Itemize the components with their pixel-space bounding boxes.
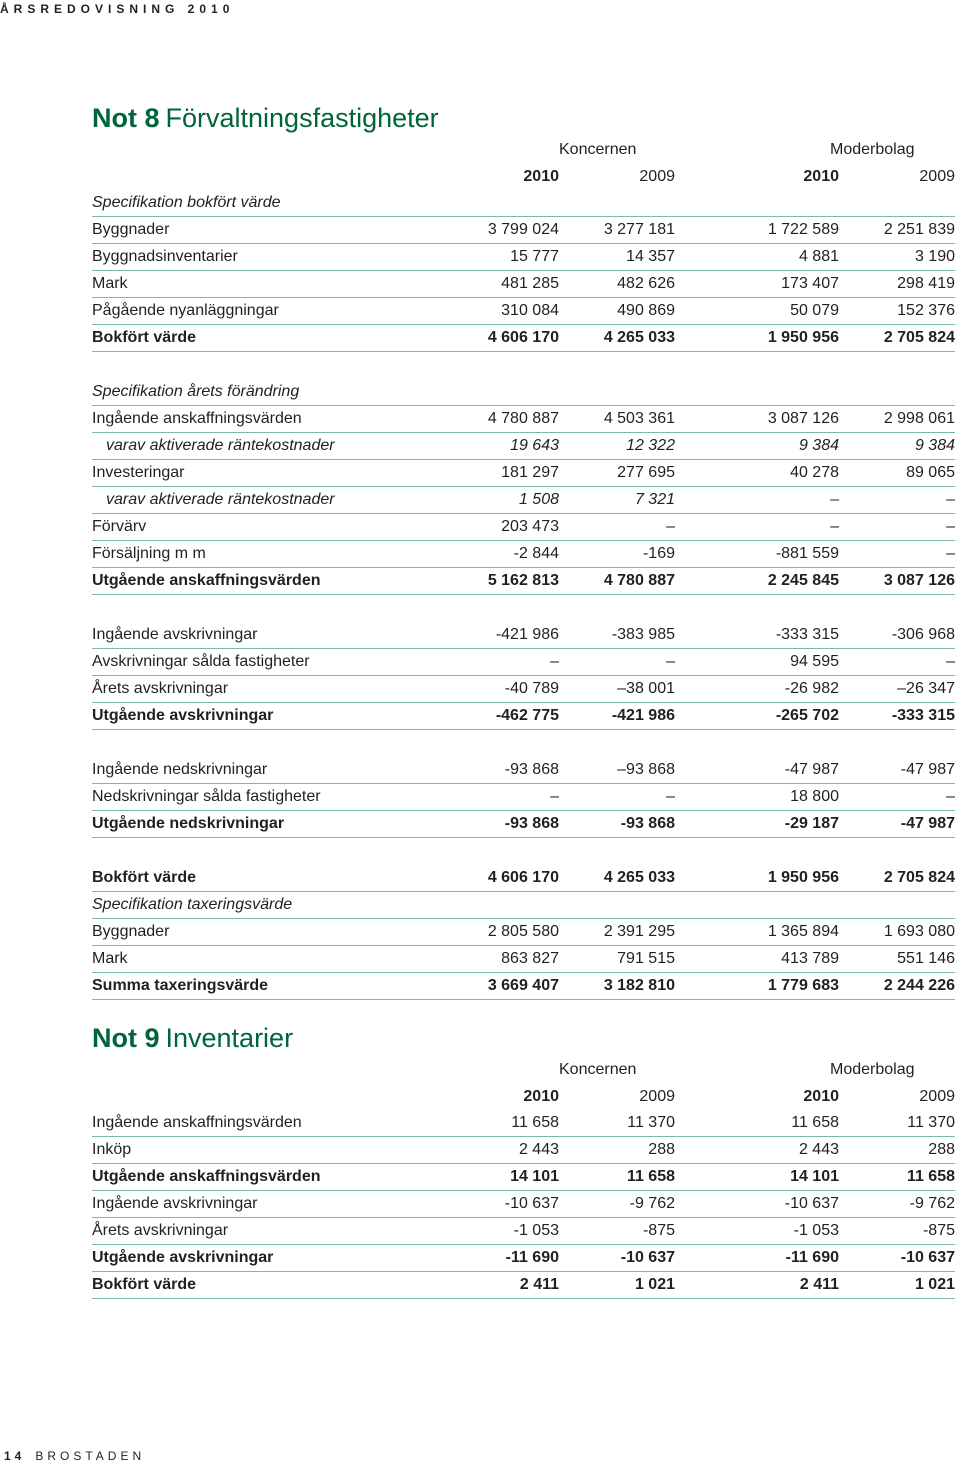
value-koncernen-2009: – xyxy=(666,788,675,805)
value-moderbolag-2009: – xyxy=(946,491,955,508)
row-label: Bokfört värde xyxy=(92,869,197,886)
value-koncernen-2010: 310 084 xyxy=(501,302,559,319)
row-label: Ingående avskrivningar xyxy=(92,1195,258,1212)
table-row xyxy=(92,460,955,487)
value-koncernen-2010: 2 443 xyxy=(518,1141,559,1158)
value-moderbolag-2010: 413 789 xyxy=(781,950,839,967)
table-row xyxy=(92,541,955,568)
value-moderbolag-2010: 173 407 xyxy=(781,275,839,292)
value-koncernen-2009: 2 391 295 xyxy=(603,923,675,940)
value-koncernen-2009: –38 001 xyxy=(617,680,675,697)
table-row xyxy=(92,1218,955,1245)
row-label: Pågående nyanläggningar xyxy=(92,302,279,319)
value-koncernen-2010: 481 285 xyxy=(501,275,559,292)
table-row xyxy=(92,487,955,514)
row-label: Byggnader xyxy=(92,221,170,238)
value-moderbolag-2009: –26 347 xyxy=(897,680,955,697)
value-moderbolag-2009: -9 762 xyxy=(909,1195,955,1212)
row-divider xyxy=(92,999,955,1000)
value-koncernen-2010: 203 473 xyxy=(501,518,559,535)
value-moderbolag-2010: 50 079 xyxy=(790,302,839,319)
table-row xyxy=(92,1245,955,1272)
year-moderbolag-current: 2010 xyxy=(803,1088,839,1105)
value-koncernen-2009: -10 637 xyxy=(620,1249,675,1266)
value-moderbolag-2010: 1 950 956 xyxy=(767,329,839,346)
value-koncernen-2009: -169 xyxy=(642,545,675,562)
value-moderbolag-2010: 1 950 956 xyxy=(767,869,839,886)
note-8-table xyxy=(92,190,955,1000)
year-moderbolag-current: 2010 xyxy=(803,168,839,185)
value-moderbolag-2009: – xyxy=(946,788,955,805)
value-moderbolag-2009: 3 087 126 xyxy=(883,572,955,589)
value-moderbolag-2010: -26 982 xyxy=(784,680,839,697)
note-9-section xyxy=(92,1020,955,1299)
value-koncernen-2010: -93 868 xyxy=(504,761,559,778)
value-moderbolag-2009: -10 637 xyxy=(900,1249,955,1266)
value-koncernen-2009: -93 868 xyxy=(620,815,675,832)
page-number: 14 xyxy=(4,1449,26,1463)
value-koncernen-2010: -2 844 xyxy=(513,545,559,562)
value-moderbolag-2010: 1 779 683 xyxy=(767,977,839,994)
table-row xyxy=(92,622,955,649)
value-moderbolag-2010: 1 365 894 xyxy=(767,923,839,940)
row-divider xyxy=(92,594,955,595)
value-koncernen-2009: 11 658 xyxy=(626,1168,675,1185)
value-koncernen-2010: 1 508 xyxy=(518,491,559,508)
row-divider xyxy=(92,1298,955,1299)
year-koncernen-prior: 2009 xyxy=(639,168,675,185)
value-moderbolag-2009: 298 419 xyxy=(897,275,955,292)
value-moderbolag-2009: -47 987 xyxy=(900,815,955,832)
company-name: BROSTADEN xyxy=(35,1449,146,1463)
table-row xyxy=(92,1137,955,1164)
row-label: Utgående avskrivningar xyxy=(92,707,274,724)
value-koncernen-2009: 1 021 xyxy=(634,1276,675,1293)
value-moderbolag-2010: 14 101 xyxy=(790,1168,839,1185)
value-koncernen-2009: -421 986 xyxy=(611,707,675,724)
value-moderbolag-2009: -47 987 xyxy=(900,761,955,778)
value-koncernen-2010: 4 780 887 xyxy=(487,410,559,427)
value-koncernen-2010: -11 690 xyxy=(505,1249,559,1266)
row-label: varav aktiverade räntekostnader xyxy=(106,437,335,454)
table-row xyxy=(92,433,955,460)
table-row xyxy=(92,514,955,541)
value-moderbolag-2010: -265 702 xyxy=(775,707,839,724)
value-moderbolag-2009: -306 968 xyxy=(891,626,955,643)
value-koncernen-2009: 12 322 xyxy=(626,437,675,454)
row-label: Ingående nedskrivningar xyxy=(92,761,268,778)
note-8-section xyxy=(92,100,955,1000)
value-koncernen-2010: 3 799 024 xyxy=(487,221,559,238)
value-koncernen-2009: 3 277 181 xyxy=(603,221,675,238)
table-row xyxy=(92,946,955,973)
year-moderbolag-prior: 2009 xyxy=(919,168,955,185)
table-row xyxy=(92,676,955,703)
row-label: Utgående nedskrivningar xyxy=(92,815,285,832)
value-moderbolag-2010: 2 443 xyxy=(798,1141,839,1158)
table-row xyxy=(92,298,955,325)
row-label: Nedskrivningar sålda fastigheter xyxy=(92,788,321,805)
value-koncernen-2009: 7 321 xyxy=(634,491,675,508)
value-moderbolag-2009: 2 251 839 xyxy=(883,221,955,238)
value-moderbolag-2009: -875 xyxy=(922,1222,955,1239)
row-label: Inköp xyxy=(92,1141,132,1158)
row-label: Årets avskrivningar xyxy=(92,680,229,697)
table-row xyxy=(92,325,955,352)
year-koncernen-current: 2010 xyxy=(523,168,559,185)
value-koncernen-2009: 482 626 xyxy=(617,275,675,292)
table-row xyxy=(92,379,955,406)
row-label: Summa taxeringsvärde xyxy=(92,977,269,994)
value-koncernen-2009: 4 503 361 xyxy=(603,410,675,427)
row-label: Byggnader xyxy=(92,923,170,940)
row-label: Utgående anskaffningsvärden xyxy=(92,1168,321,1185)
value-moderbolag-2010: -10 637 xyxy=(784,1195,839,1212)
value-koncernen-2009: –93 868 xyxy=(617,761,675,778)
row-label: Specifikation taxeringsvärde xyxy=(92,896,293,913)
table-row xyxy=(92,865,955,892)
value-koncernen-2010: 2 411 xyxy=(519,1276,559,1293)
value-moderbolag-2009: 9 384 xyxy=(914,437,955,454)
value-koncernen-2009: -383 985 xyxy=(611,626,675,643)
value-koncernen-2010: -93 868 xyxy=(504,815,559,832)
value-moderbolag-2009: – xyxy=(946,518,955,535)
value-koncernen-2009: -9 762 xyxy=(629,1195,675,1212)
value-moderbolag-2009: 1 021 xyxy=(914,1276,955,1293)
table-row xyxy=(92,919,955,946)
row-label: Investeringar xyxy=(92,464,185,481)
row-label: Ingående anskaffningsvärden xyxy=(92,1114,302,1131)
value-koncernen-2010: 14 101 xyxy=(510,1168,559,1185)
row-label: Specifikation bokfört värde xyxy=(92,194,281,211)
value-koncernen-2009: – xyxy=(666,518,675,535)
value-moderbolag-2010: 4 881 xyxy=(798,248,839,265)
value-moderbolag-2010: -47 987 xyxy=(784,761,839,778)
value-moderbolag-2010: 18 800 xyxy=(790,788,839,805)
table-row xyxy=(92,1272,955,1299)
note-8-title xyxy=(92,100,955,136)
group-koncernen: Koncernen xyxy=(559,141,637,158)
value-koncernen-2010: 15 777 xyxy=(510,248,559,265)
value-moderbolag-2009: 2 705 824 xyxy=(883,869,955,886)
table-row xyxy=(92,757,955,784)
value-moderbolag-2010: 40 278 xyxy=(790,464,839,481)
group-moderbolag: Moderbolag xyxy=(830,1061,915,1078)
value-moderbolag-2010: 3 087 126 xyxy=(767,410,839,427)
table-row xyxy=(92,244,955,271)
value-koncernen-2010: 5 162 813 xyxy=(487,572,559,589)
table-row xyxy=(92,973,955,1000)
year-header xyxy=(92,1083,955,1110)
value-moderbolag-2010: – xyxy=(830,491,839,508)
row-divider xyxy=(92,351,955,352)
note-9-table xyxy=(92,1110,955,1299)
row-label: Mark xyxy=(92,275,128,292)
value-koncernen-2009: 11 370 xyxy=(627,1114,675,1131)
note-9-name: Inventarier xyxy=(165,1023,294,1053)
value-koncernen-2009: 490 869 xyxy=(617,302,675,319)
value-moderbolag-2009: 288 xyxy=(928,1141,955,1158)
row-label: Mark xyxy=(92,950,128,967)
row-label: Utgående anskaffningsvärden xyxy=(92,572,321,589)
value-moderbolag-2009: 11 370 xyxy=(907,1114,955,1131)
value-koncernen-2009: – xyxy=(666,653,675,670)
row-label: Ingående anskaffningsvärden xyxy=(92,410,302,427)
value-koncernen-2010: 11 658 xyxy=(511,1114,559,1131)
value-koncernen-2009: 288 xyxy=(648,1141,675,1158)
value-koncernen-2010: -10 637 xyxy=(504,1195,559,1212)
value-moderbolag-2010: 9 384 xyxy=(798,437,839,454)
value-moderbolag-2009: 2 244 226 xyxy=(883,977,955,994)
table-row xyxy=(92,1164,955,1191)
value-moderbolag-2009: 2 998 061 xyxy=(883,410,955,427)
year-koncernen-prior: 2009 xyxy=(639,1088,675,1105)
group-moderbolag: Moderbolag xyxy=(830,141,915,158)
value-moderbolag-2010: 2 411 xyxy=(799,1276,839,1293)
value-moderbolag-2010: – xyxy=(830,518,839,535)
table-row xyxy=(92,568,955,595)
value-moderbolag-2009: -333 315 xyxy=(891,707,955,724)
value-moderbolag-2009: 1 693 080 xyxy=(883,923,955,940)
value-koncernen-2010: 4 606 170 xyxy=(487,869,559,886)
value-moderbolag-2010: 94 595 xyxy=(790,653,839,670)
value-koncernen-2010: – xyxy=(550,788,559,805)
group-koncernen: Koncernen xyxy=(559,1061,637,1078)
note-8-number: Not 8 xyxy=(92,103,160,133)
value-moderbolag-2009: – xyxy=(946,545,955,562)
value-moderbolag-2009: – xyxy=(946,653,955,670)
value-koncernen-2010: 2 805 580 xyxy=(487,923,559,940)
value-moderbolag-2009: 2 705 824 xyxy=(883,329,955,346)
value-koncernen-2009: 4 780 887 xyxy=(603,572,675,589)
value-koncernen-2010: 181 297 xyxy=(501,464,559,481)
column-group-header xyxy=(92,136,955,163)
value-moderbolag-2009: 89 065 xyxy=(906,464,955,481)
row-label: Byggnadsinventarier xyxy=(92,248,238,265)
value-moderbolag-2009: 152 376 xyxy=(897,302,955,319)
value-koncernen-2009: 4 265 033 xyxy=(603,869,675,886)
row-label: Bokfört värde xyxy=(92,1276,197,1293)
value-moderbolag-2009: 551 146 xyxy=(897,950,955,967)
value-moderbolag-2010: -29 187 xyxy=(784,815,839,832)
value-koncernen-2010: – xyxy=(550,653,559,670)
table-row xyxy=(92,811,955,838)
row-divider xyxy=(92,729,955,730)
value-koncernen-2010: -40 789 xyxy=(504,680,559,697)
year-koncernen-current: 2010 xyxy=(523,1088,559,1105)
value-koncernen-2009: 277 695 xyxy=(617,464,675,481)
table-row xyxy=(92,703,955,730)
year-moderbolag-prior: 2009 xyxy=(919,1088,955,1105)
row-label: Utgående avskrivningar xyxy=(92,1249,274,1266)
value-moderbolag-2010: -881 559 xyxy=(775,545,839,562)
row-label: Avskrivningar sålda fastigheter xyxy=(92,653,310,670)
value-koncernen-2009: 4 265 033 xyxy=(603,329,675,346)
table-row xyxy=(92,1191,955,1218)
table-row xyxy=(92,892,955,919)
row-label: Årets avskrivningar xyxy=(92,1222,229,1239)
row-label: Specifikation årets förändring xyxy=(92,383,300,400)
value-koncernen-2010: -1 053 xyxy=(513,1222,559,1239)
row-label: Ingående avskrivningar xyxy=(92,626,258,643)
value-koncernen-2009: 14 357 xyxy=(626,248,675,265)
note-8-name: Förvaltningsfastigheter xyxy=(165,103,439,133)
value-koncernen-2010: 4 606 170 xyxy=(487,329,559,346)
row-label: Förvärv xyxy=(92,518,147,535)
value-koncernen-2010: -421 986 xyxy=(495,626,559,643)
value-moderbolag-2010: 2 245 845 xyxy=(767,572,839,589)
value-koncernen-2010: 3 669 407 xyxy=(487,977,559,994)
value-koncernen-2009: 791 515 xyxy=(617,950,675,967)
value-moderbolag-2009: 3 190 xyxy=(914,248,955,265)
value-moderbolag-2010: -11 690 xyxy=(785,1249,839,1266)
value-koncernen-2010: -462 775 xyxy=(495,707,559,724)
value-koncernen-2010: 863 827 xyxy=(501,950,559,967)
row-label: Bokfört värde xyxy=(92,329,197,346)
value-koncernen-2010: 19 643 xyxy=(510,437,559,454)
report-header-label: ÅRSREDOVISNING 2010 xyxy=(0,2,235,16)
table-row xyxy=(92,271,955,298)
table-row xyxy=(92,190,955,217)
value-moderbolag-2010: 1 722 589 xyxy=(767,221,839,238)
value-koncernen-2009: -875 xyxy=(642,1222,675,1239)
row-label: Försäljning m m xyxy=(92,545,206,562)
value-moderbolag-2010: -333 315 xyxy=(775,626,839,643)
note-9-title xyxy=(92,1020,955,1056)
year-header xyxy=(92,163,955,190)
table-row xyxy=(92,406,955,433)
table-row xyxy=(92,784,955,811)
value-moderbolag-2010: 11 658 xyxy=(791,1114,839,1131)
table-row xyxy=(92,649,955,676)
row-label: varav aktiverade räntekostnader xyxy=(106,491,335,508)
column-group-header xyxy=(92,1056,955,1083)
table-row xyxy=(92,1110,955,1137)
value-koncernen-2009: 3 182 810 xyxy=(603,977,675,994)
table-row xyxy=(92,217,955,244)
value-moderbolag-2009: 11 658 xyxy=(906,1168,955,1185)
note-9-number: Not 9 xyxy=(92,1023,160,1053)
value-moderbolag-2010: -1 053 xyxy=(793,1222,839,1239)
row-divider xyxy=(92,837,955,838)
